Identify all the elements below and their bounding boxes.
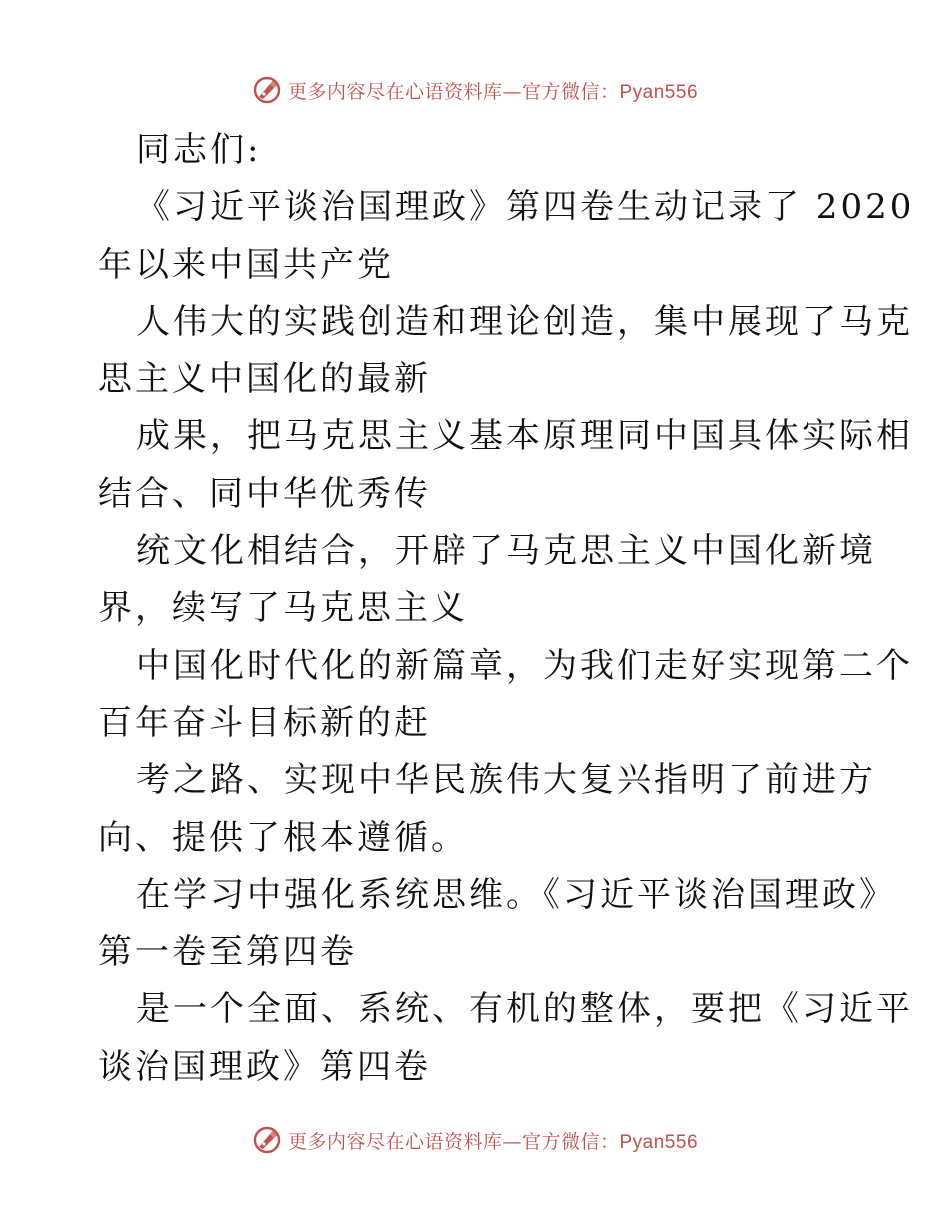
body-line: 人伟大的实践创造和理论创造，集中展现了马克 bbox=[136, 301, 913, 342]
banner-wechat-id: Pyan556 bbox=[619, 81, 699, 103]
body-line: 同志们: bbox=[136, 130, 262, 170]
body-line: 考之路、实现中华民族伟大复兴指明了前进方 bbox=[136, 760, 876, 801]
body-line: 是一个全面、系统、有机的整体，要把《习近平 bbox=[136, 989, 913, 1030]
pen-nib-logo-icon bbox=[252, 75, 282, 105]
body-line: 界，续写了马克思主义 bbox=[98, 588, 468, 629]
banner-wechat-label: 官方微信： bbox=[521, 80, 620, 103]
banner-main-text: 更多内容尽在心语资料库 bbox=[287, 1130, 503, 1153]
banner-text bbox=[288, 77, 698, 104]
banner-wechat-id: Pyan556 bbox=[619, 1131, 699, 1153]
body-line: 谈治国理政》第四卷 bbox=[98, 1046, 431, 1087]
body-line: 《习近平谈治国理政》第四卷生动记录了 2020 bbox=[136, 187, 915, 228]
body-line: 统文化相结合，开辟了马克思主义中国化新境 bbox=[136, 531, 876, 572]
body-line: 中国化时代化的新篇章，为我们走好实现第二个 bbox=[136, 645, 913, 686]
document-body bbox=[98, 122, 915, 1096]
banner-separator: — bbox=[502, 80, 522, 103]
banner-text bbox=[288, 1127, 698, 1154]
body-line: 结合、同中华优秀传 bbox=[98, 473, 431, 514]
body-line: 年以来中国共产党 bbox=[98, 244, 394, 285]
body-line: 向、提供了根本遵循。 bbox=[98, 817, 468, 858]
body-line: 第一卷至第四卷 bbox=[98, 932, 357, 973]
body-line: 思主义中国化的最新 bbox=[98, 359, 431, 400]
body-line: 成果，把马克思主义基本原理同中国具体实际相 bbox=[136, 416, 913, 457]
pen-nib-logo-icon bbox=[252, 1125, 282, 1155]
body-line: 百年奋斗目标新的赶 bbox=[98, 702, 431, 743]
footer-banner bbox=[0, 1120, 950, 1160]
banner-main-text: 更多内容尽在心语资料库 bbox=[287, 80, 503, 103]
header-banner bbox=[0, 70, 950, 110]
banner-wechat-label: 官方微信： bbox=[521, 1130, 620, 1153]
body-line: 在学习中强化系统思维。《习近平谈治国理政》 bbox=[136, 874, 896, 915]
banner-separator: — bbox=[502, 1130, 522, 1153]
